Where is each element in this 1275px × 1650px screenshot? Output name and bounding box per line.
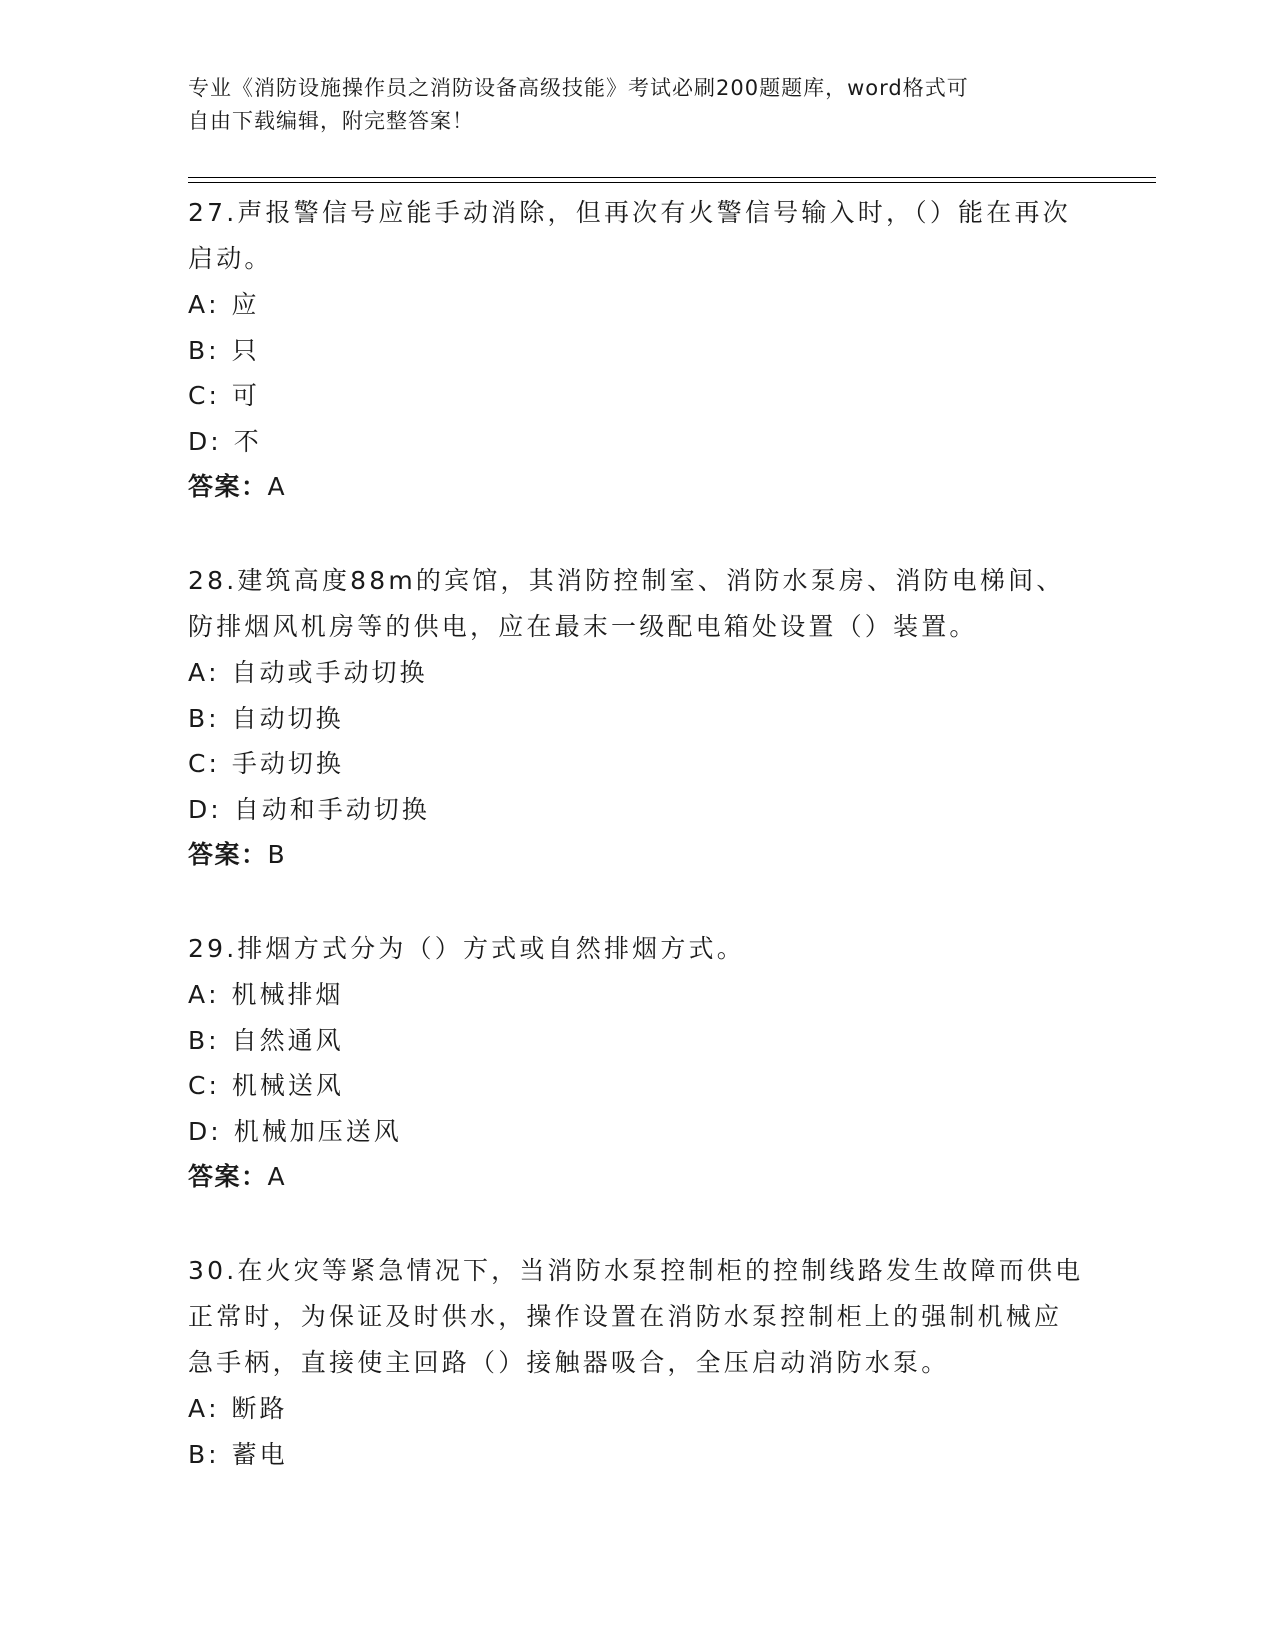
option-separator: : <box>208 381 220 410</box>
question-spacer <box>188 878 1088 924</box>
question-spacer <box>188 510 1088 556</box>
option-key: C <box>188 749 209 778</box>
option-text: 机械加压送风 <box>233 1116 402 1146</box>
option-key: B <box>188 1439 209 1469</box>
header-divider-top <box>188 177 1156 178</box>
option-item <box>188 1109 1088 1155</box>
option-text: 应 <box>231 290 260 319</box>
option-separator: : <box>208 749 220 778</box>
question-block <box>188 924 1088 1246</box>
option-text: 自动或手动切换 <box>231 658 428 687</box>
answer-value: A <box>267 472 287 501</box>
answer-value: A <box>267 1162 287 1191</box>
question-text: 29.排烟方式分为（）方式或自然排烟方式。 <box>188 934 745 963</box>
option-text: 自动切换 <box>231 703 344 733</box>
option-text: 机械排烟 <box>231 980 344 1009</box>
option-item <box>188 696 1088 742</box>
question-list <box>188 188 1088 1477</box>
option-item <box>188 741 1088 787</box>
option-separator: : <box>210 794 222 824</box>
option-separator: : <box>210 426 222 456</box>
option-key: B <box>188 703 209 733</box>
option-item <box>188 282 1088 328</box>
option-separator: : <box>208 980 220 1009</box>
option-separator: : <box>208 290 220 319</box>
answer-line <box>188 832 1088 878</box>
option-key: A <box>188 980 209 1009</box>
option-separator: : <box>208 1439 220 1469</box>
option-text: 不 <box>233 426 262 456</box>
option-key: C <box>188 1071 209 1100</box>
option-key: D <box>188 426 211 456</box>
option-item <box>188 328 1088 374</box>
option-text: 机械送风 <box>231 1071 344 1100</box>
option-key: B <box>188 335 209 365</box>
option-key: D <box>188 794 211 824</box>
question-text: 30.在火灾等紧急情况下，当消防水泵控制柜的控制线路发生故障而供电正常时，为保证及时供水，操作设置在消防水泵控制柜上的强制机械应急手柄，直接使主回路（）接触器吸合，全压启动消防水泵。 <box>188 1256 1084 1377</box>
document-header <box>188 72 1078 138</box>
option-separator: : <box>208 1025 220 1055</box>
option-key: A <box>188 1394 209 1423</box>
option-item <box>188 972 1088 1018</box>
question-text: 28.建筑高度88m的宾馆，其消防控制室、消防水泵房、消防电梯间、防排烟风机房等的供电，应在最末一级配电箱处设置（）装置。 <box>188 566 1065 641</box>
answer-label: 答案： <box>188 840 268 869</box>
option-key: A <box>188 658 209 687</box>
option-list <box>188 1386 1088 1477</box>
question-block <box>188 556 1088 924</box>
option-text: 可 <box>231 381 260 410</box>
option-list <box>188 972 1088 1154</box>
answer-label: 答案： <box>188 472 268 501</box>
option-key: B <box>188 1025 209 1055</box>
option-separator: : <box>208 335 220 365</box>
option-separator: : <box>210 1116 222 1146</box>
question-block <box>188 1246 1088 1477</box>
header-line-2: 自由下载编辑，附完整答案！ <box>188 109 474 133</box>
header-line-1: 专业《消防设施操作员之消防设备高级技能》考试必刷200题题库，word格式可 <box>188 76 969 100</box>
option-separator: : <box>208 703 220 733</box>
option-item <box>188 650 1088 696</box>
option-item <box>188 1386 1088 1432</box>
option-item <box>188 1432 1088 1478</box>
option-text: 手动切换 <box>231 749 344 778</box>
answer-label: 答案： <box>188 1162 268 1191</box>
option-separator: : <box>208 1394 220 1423</box>
question-block <box>188 188 1088 556</box>
option-list <box>188 282 1088 464</box>
option-item <box>188 419 1088 465</box>
question-spacer <box>188 1200 1088 1246</box>
option-text: 自然通风 <box>231 1025 344 1055</box>
option-text: 断路 <box>231 1394 288 1423</box>
header-divider-bottom <box>188 182 1156 183</box>
option-item <box>188 1018 1088 1064</box>
option-key: D <box>188 1116 211 1146</box>
answer-line <box>188 464 1088 510</box>
answer-value: B <box>267 840 287 869</box>
question-text: 27.声报警信号应能手动消除，但再次有火警信号输入时，（）能在再次启动。 <box>188 198 1071 273</box>
option-text: 只 <box>231 335 260 365</box>
option-key: A <box>188 290 209 319</box>
option-text: 蓄电 <box>231 1439 288 1469</box>
option-item <box>188 373 1088 419</box>
answer-line <box>188 1154 1088 1200</box>
option-separator: : <box>208 658 220 687</box>
option-separator: : <box>208 1071 220 1100</box>
option-item <box>188 1063 1088 1109</box>
option-item <box>188 787 1088 833</box>
option-text: 自动和手动切换 <box>233 794 430 824</box>
option-key: C <box>188 381 209 410</box>
option-list <box>188 650 1088 832</box>
